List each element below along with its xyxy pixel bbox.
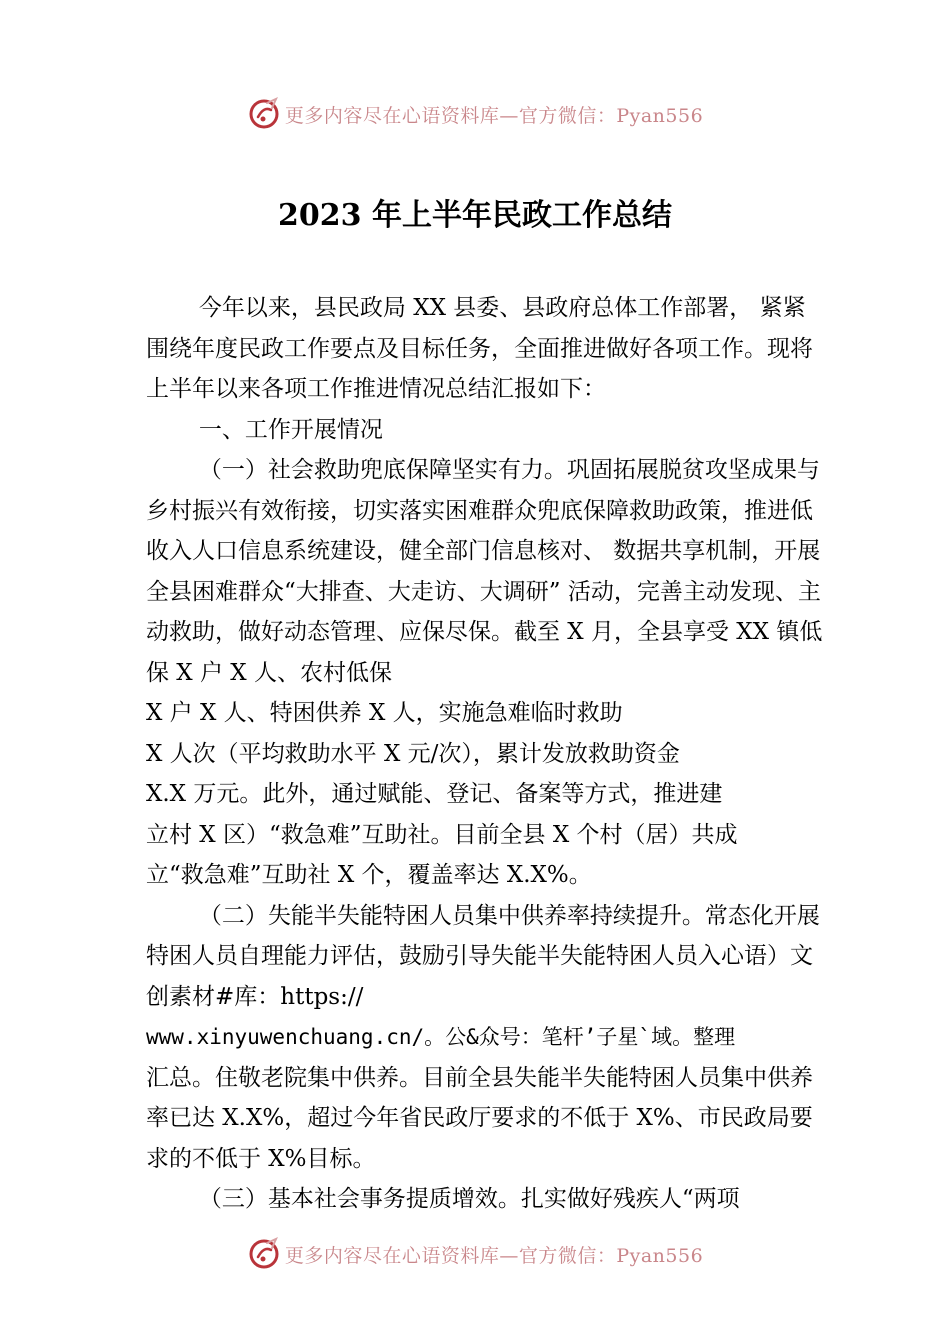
red-seal-logo-icon (247, 97, 281, 131)
section-heading-1: 一、工作开展情况 (198, 416, 383, 443)
paragraph-line: X 户 X 人、特困供养 X 人，实施急难临时救助 (146, 700, 623, 726)
paragraph-line: 汇总。住敬老院集中供养。目前全县失能半失能特困人员集中供养率已达 X.X%，超过今年省民政厅要求的不低于 X%、市民政局要求的不低于 X%目标。 (146, 1064, 813, 1172)
footer-banner-content (247, 1237, 703, 1271)
paragraph-line: 立“救急难”互助社 X 个，覆盖率达 X.X%。 (146, 862, 592, 888)
paragraph-line: X 人次（平均救助水平 X 元/次），累计发放救助资金 (146, 740, 680, 767)
paragraph-line: X.X 万元。此外，通过赋能、登记、备案等方式，推进建 (146, 781, 723, 807)
header-banner-content (247, 97, 703, 131)
document-title: 2023 年上半年民政工作总结 (278, 198, 672, 233)
red-seal-logo-icon (247, 1237, 281, 1271)
paragraph-centralized-care: （二）失能半失能特困人员集中供养率持续提升。常态化开展特困人员自理能力评估，鼓励引导失能半失能特困人员入心语）文创素材#库：https:// (146, 902, 820, 1010)
paragraph-url-line: www.xinyuwenchuang.cn/。公&众号：笔杆’子星`域。整理 (146, 1025, 736, 1049)
paragraph-intro: 今年以来，县民政局 XX 县委、县政府总体工作部署， 紧紧围绕年度民政工作要点及目标任务，全面推进做好各项工作。现将上半年以来各项工作推进情况总结汇报如下： (146, 295, 813, 402)
paragraph-line: 立村 X 区）“救急难”互助社。目前全县 X 个村（居）共成 (146, 821, 738, 848)
footer-banner-text: 更多内容尽在心语资料库—官方微信：Pyan556 (284, 1244, 704, 1267)
paragraph-social-affairs: （三）基本社会事务提质增效。扎实做好残疾人“两项 (198, 1186, 740, 1212)
paragraph-social-assistance: （一）社会救助兜底保障坚实有力。巩固拓展脱贫攻坚成果与乡村振兴有效衔接，切实落实困难群众兜底保障救助政策，推进低收入人口信息系统建设，健全部门信息核对、 数据共享机制，开展全县困难群众“大排查、大走访、大调研” 活动，完善主动发现、主动救助，做好动态管理、应保尽保。截至 X 月，全县享受 XX 镇低保 X 户 X 人、农村低保 (146, 457, 823, 686)
header-banner (0, 94, 950, 134)
header-banner-text: 更多内容尽在心语资料库—官方微信：Pyan556 (284, 104, 704, 127)
footer-banner (0, 1234, 950, 1274)
document-body (146, 288, 826, 1220)
